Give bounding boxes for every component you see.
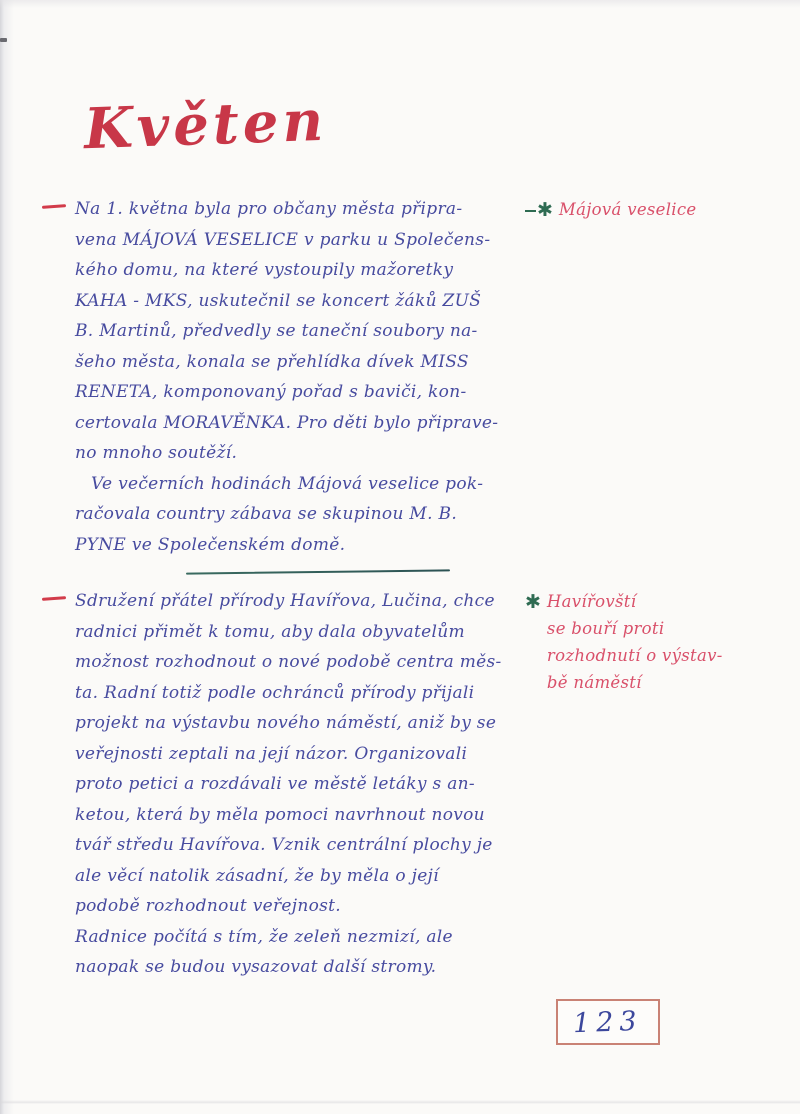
margin-note-line: Májová veselice [558, 200, 697, 219]
handwritten-line: proto petici a rozdávali ve městě letáky s an- [75, 774, 475, 794]
scan-edge-shadow-top [0, 0, 800, 8]
paragraph-namesti [42, 586, 542, 983]
handwritten-line: veřejnosti zeptali na její názor. Organizovali [75, 743, 468, 764]
handwritten-line: B. Martinů, předvedly se taneční soubory na- [75, 321, 478, 341]
handwritten-line: naopak se budou vysazovat další stromy. [75, 957, 437, 977]
handwritten-line: PYNE ve Společenském domě. [75, 534, 346, 555]
handwritten-line: ta. Radní totiž podle ochránců přírody přijali [75, 682, 475, 703]
margin-note-havirovsti [525, 588, 723, 696]
paragraph-majova-veselice [42, 194, 542, 560]
handwritten-line: kého domu, na které vystoupily mažoretky [75, 260, 454, 280]
handwritten-line: certovala MORAVĚNKA. Pro děti bylo připrave- [75, 412, 499, 433]
margin-note-majova-veselice [525, 196, 697, 224]
handwritten-line: KAHA - MKS, uskutečnil se koncert žáků ZUŠ [75, 290, 482, 311]
handwritten-line: šeho města, konala se přehlídka dívek MISS [75, 351, 469, 372]
margin-note-line: rozhodnutí o výstav- [546, 646, 723, 665]
asterisk-icon: ✱ [525, 591, 541, 613]
handwritten-line: ketou, která by měla pomoci navrhnout novou [75, 804, 485, 825]
handwritten-line: podobě rozhodnout veřejnost. [75, 896, 341, 916]
handwritten-line: Sdružení přátel přírody Havířova, Lučina, chce [75, 591, 495, 611]
handwritten-line: projekt na výstavbu nového náměstí, aniž by se [75, 713, 497, 733]
handwritten-line: ale věcí natolik zásadní, že by měla o její [75, 865, 439, 886]
handwritten-line: možnost rozhodnout o nové podobě centra měs- [75, 652, 502, 672]
handwritten-line: no mnoho soutěží. [75, 443, 238, 463]
handwritten-line: Na 1. května byla pro občany města připra- [75, 199, 463, 219]
scan-speck [0, 38, 7, 42]
margin-note-line: Havířovští [546, 592, 637, 611]
section-divider-line [186, 569, 450, 574]
margin-note-line: bě náměstí [546, 673, 642, 692]
page-number-box [556, 999, 660, 1045]
handwritten-line: Radnice počítá s tím, že zeleň nezmizí, ale [75, 926, 453, 947]
handwritten-line: račovala country zábava se skupinou M. B. [75, 504, 458, 524]
margin-note-line: se bouří proti [546, 619, 665, 638]
scan-edge-shadow-bottom [0, 1100, 800, 1104]
scan-edge-shadow-left [0, 0, 14, 1114]
page-number: 123 [572, 1005, 644, 1039]
handwritten-line: radnici přimět k tomu, aby dala obyvatelům [75, 621, 465, 642]
page-title: Květen [82, 87, 329, 163]
handwritten-line: Ve večerních hodinách Májová veselice pok- [91, 473, 484, 494]
handwritten-line: tvář středu Havířova. Vznik centrální plochy je [75, 835, 493, 855]
asterisk-arrow-icon: ✱ [525, 196, 553, 224]
arrow-tail [525, 210, 536, 212]
handwritten-line: vena MÁJOVÁ VESELICE v parku u Společens- [75, 229, 491, 250]
handwritten-line: RENETA, komponovaný pořad s baviči, kon- [75, 382, 467, 402]
